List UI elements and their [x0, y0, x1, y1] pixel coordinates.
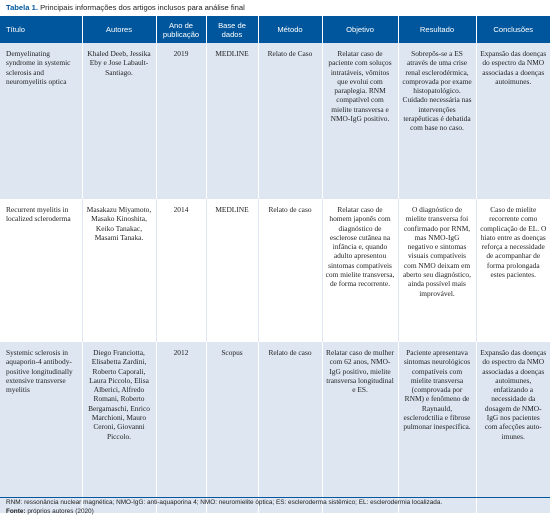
cell-titulo: Systemic sclerosis in aquaporin-4 antibody-positive longitudinally extensive transverse myelitis	[0, 342, 82, 513]
caption-label: Tabela 1.	[6, 3, 38, 12]
cell-metodo: Relato de Caso	[258, 43, 322, 199]
header-conclusoes: Conclusões	[476, 16, 550, 43]
cell-metodo: Relato de caso	[258, 342, 322, 513]
table-row	[0, 43, 550, 199]
table-footnote: RNM: ressonância nuclear magnética; NMO-IgG: anti-aquaporina 4; NMO: neuromielite óptica; ES: escleroderma sistêmico; EL: esclerodermia localizada.	[6, 499, 443, 506]
cell-titulo: Recurrent myelitis in localized scleroderma	[0, 199, 82, 342]
header-ano: Ano de publicação	[156, 16, 206, 43]
table-source	[6, 508, 94, 516]
cell-base: Scopus	[206, 342, 258, 513]
cell-titulo: Demyelinating syndrome in systemic sclerosis and neuromyelitis optica	[0, 43, 82, 199]
cell-resultado: Paciente apresentava sintomas neurológicos compatíveis com mielite transversa (comprovada por RNM) e fenômeno de Raynauld, esclerodctilia e fibrose pulmonar inespecífica.	[398, 342, 476, 513]
articles-table	[0, 16, 550, 513]
table-row	[0, 342, 550, 513]
cell-objetivo: Relatar caso de homem japonês com diagnóstico de esclerose cutânea na infância e, quando adulto apresentou sintomas compatíveis com mielite transversa, de forma recorrente.	[322, 199, 398, 342]
cell-ano: 2012	[156, 342, 206, 513]
header-row	[0, 16, 550, 43]
cell-autores: Masakazu Miyamoto, Masako Kinoshita, Keiko Tanakac, Masami Tanaka.	[82, 199, 156, 342]
table-bottom-rule	[0, 497, 550, 498]
table-caption	[6, 3, 544, 13]
header-autores: Autores	[82, 16, 156, 43]
cell-resultado: O diagnóstico de mielite transversa foi confirmado por RNM, mas NMO-IgG negativo e sintomas visuais compatíveis com NMO deixam em aberto seu diagnóstico, ainda possível mais improvável.	[398, 199, 476, 342]
header-resultado: Resultado	[398, 16, 476, 43]
header-metodo: Método	[258, 16, 322, 43]
cell-base: MEDLINE	[206, 199, 258, 342]
cell-ano: 2019	[156, 43, 206, 199]
cell-objetivo: Relatar caso de mulher com 62 anos, NMO-IgG positivo, mielite transversa longitudinal e ES.	[322, 342, 398, 513]
cell-autores: Khaled Deeb, Jessika Eby e Jose Labault-Santiago.	[82, 43, 156, 199]
cell-conclusoes: Expansão das doenças do espectro da NMO associadas a doenças autoimunes.	[476, 43, 550, 199]
caption-text: Principais informações dos artigos inclusos para análise final	[40, 3, 245, 12]
header-base: Base de dados	[206, 16, 258, 43]
source-text: próprios autores (2020)	[27, 508, 94, 515]
cell-ano: 2014	[156, 199, 206, 342]
header-titulo: Título	[0, 16, 82, 43]
cell-base: MEDLINE	[206, 43, 258, 199]
source-label: Fonte:	[6, 508, 26, 515]
cell-conclusoes: Expansão das doenças do espectro da NMO associadas a doenças autoimunes, enfatizando a necessidade da dosagem de NMO-IgG nos pacientes com afecções auto-imunes.	[476, 342, 550, 513]
cell-metodo: Relato de caso	[258, 199, 322, 342]
cell-objetivo: Relatar caso de paciente com soluços intratáveis, vômitos que evolui com paraplegia. RNM compatível com mielite transversa e NMO-IgG positivo.	[322, 43, 398, 199]
cell-autores: Diego Franciotta, Elisabetta Zardini, Roberto Caporali, Laura Piccolo, Elisa Alberici, Alfredo Romani, Roberto Bergamaschi, Enrico Marchioni, Mauro Ceroni, Giovanni Piccolo.	[82, 342, 156, 513]
table-row	[0, 199, 550, 342]
cell-conclusoes: Caso de mielite recorrente como complicação de EL. O hiato entre as doenças reforça a necessidade de acompanhar de forma prolongada estes pacientes.	[476, 199, 550, 342]
cell-resultado: Sobrepõs-se a ES através de uma crise renal esclerodérmica, comprovada por exame histopatológico. Cuidado necessária nas intervenções terapêuticas é debatida com base no caso.	[398, 43, 476, 199]
header-objetivo: Objetivo	[322, 16, 398, 43]
